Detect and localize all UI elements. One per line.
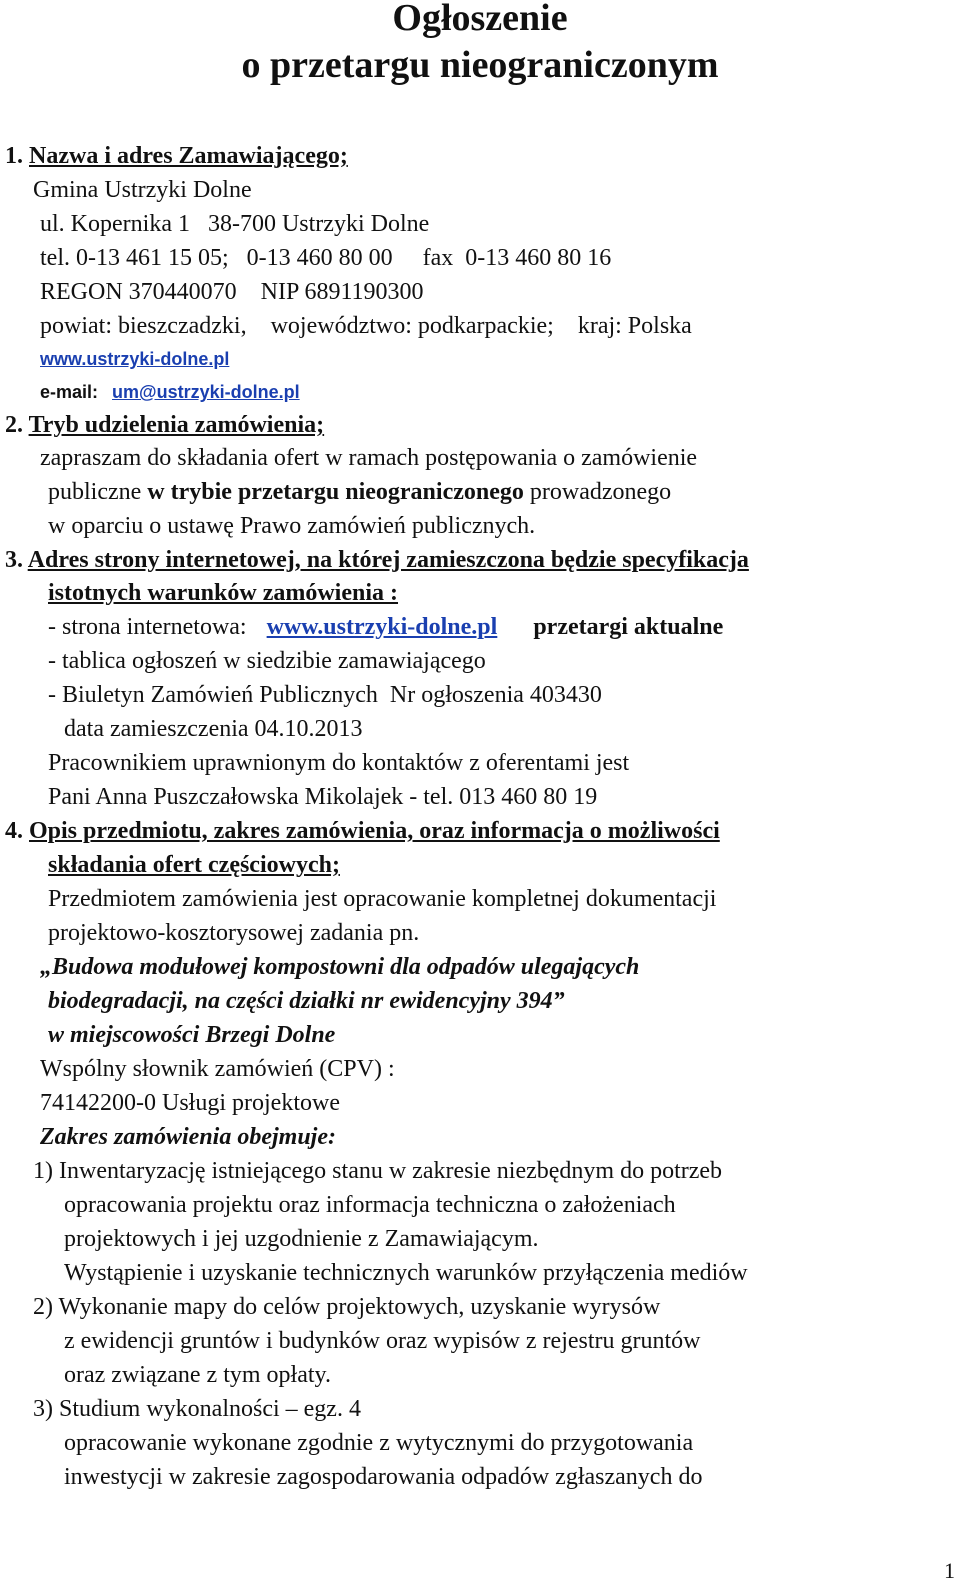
scope-item-2-line-3: oraz związane z tym opłaty. <box>64 1362 331 1388</box>
section-3-number: 3. <box>5 547 23 573</box>
orderer-ids: REGON 370440070 NIP 6891190300 <box>40 279 424 305</box>
orderer-phone: tel. 0-13 461 15 05; 0-13 460 80 00 fax 0-13 460 80 16 <box>40 245 612 271</box>
section-1-heading <box>5 142 348 170</box>
scope-item-3-line-2: opracowanie wykonane zgodnie z wytycznymi do przygotowania <box>64 1430 694 1456</box>
contact-person: Pani Anna Puszczałowska Mikolajek - tel. 013 460 80 19 <box>48 784 598 810</box>
website-line <box>48 613 723 641</box>
section-1-number: 1. <box>5 143 23 169</box>
current-tenders-label: przetargi aktualne <box>533 614 724 640</box>
section-2-text-a: publiczne <box>48 479 148 505</box>
section-2-mode-bold: w trybie przetargu nieograniczonego <box>147 479 524 505</box>
orderer-email-line <box>40 377 300 406</box>
scope-item-2-line-1: 2) Wykonanie mapy do celów projektowych, uzyskanie wyrysów <box>33 1294 661 1320</box>
tenders-website-link[interactable]: www.ustrzyki-dolne.pl <box>266 614 498 640</box>
scope-item-1-line-2: opracowania projektu oraz informacja techniczna o założeniach <box>64 1192 676 1218</box>
section-2-heading <box>5 411 324 439</box>
scope-item-1-line-4: Wystąpienie i uzyskanie technicznych warunków przyłączenia mediów <box>64 1260 748 1286</box>
page-title-1: Ogłoszenie <box>392 0 568 39</box>
subject-line-1: Przedmiotem zamówienia jest opracowanie kompletnej dokumentacji <box>48 886 717 912</box>
section-2-line-1: zapraszam do składania ofert w ramach postępowania o zamówienie <box>40 445 698 471</box>
orderer-email-link[interactable]: um@ustrzyki-dolne.pl <box>112 382 300 402</box>
scope-item-1-line-3: projektowych i jej uzgodnienie z Zamawiającym. <box>64 1226 539 1252</box>
section-2-number: 2. <box>5 412 23 438</box>
task-title-2: biodegradacji, na części działki nr ewidencyjny 394” <box>48 988 565 1014</box>
scope-item-3-line-3: inwestycji w zakresie zagospodarowania odpadów zgłaszanych do <box>64 1464 703 1490</box>
subject-line-2: projektowo-kosztorysowej zadania pn. <box>48 920 420 946</box>
task-title-1: „Budowa modułowej kompostowni dla odpadów ulegających <box>40 954 640 980</box>
orderer-region: powiat: bieszczadzki, województwo: podkarpackie; kraj: Polska <box>40 313 692 339</box>
section-4-heading <box>5 817 720 845</box>
section-3-heading <box>5 546 749 574</box>
cpv-code: 74142200-0 Usługi projektowe <box>40 1090 340 1116</box>
contact-person-intro: Pracownikiem uprawnionym do kontaktów z oferentami jest <box>48 750 630 776</box>
scope-item-2-line-2: z ewidencji gruntów i budynków oraz wypisów z rejestru gruntów <box>64 1328 701 1354</box>
section-3-title-2: istotnych warunków zamówienia : <box>48 580 399 606</box>
scope-heading: Zakres zamówienia obejmuje: <box>40 1124 336 1150</box>
scope-item-3-line-1: 3) Studium wykonalności – egz. 4 <box>33 1396 361 1422</box>
section-4-title-1: Opis przedmiotu, zakres zamówienia, oraz informacja o możliwości <box>29 818 720 844</box>
cpv-label: Wspólny słownik zamówień (CPV) : <box>40 1056 395 1082</box>
page-number: 1 <box>944 1558 955 1583</box>
section-4-number: 4. <box>5 818 23 844</box>
bulletin-line: - Biuletyn Zamówień Publicznych Nr ogłoszenia 403430 <box>48 682 602 708</box>
section-2-text-c: prowadzonego <box>523 479 672 505</box>
section-2-title: Tryb udzielenia zamówienia; <box>28 412 325 438</box>
orderer-website-link[interactable]: www.ustrzyki-dolne.pl <box>40 349 230 369</box>
scope-item-1-line-1: 1) Inwentaryzację istniejącego stanu w zakresie niezbędnym do potrzeb <box>33 1158 723 1184</box>
task-title-3: w miejscowości Brzegi Dolne <box>48 1022 336 1048</box>
notice-board-line: - tablica ogłoszeń w siedzibie zamawiającego <box>48 648 486 674</box>
website-label: - strona internetowa: <box>48 614 247 640</box>
orderer-street: ul. Kopernika 1 38-700 Ustrzyki Dolne <box>40 211 430 237</box>
section-3-title-1: Adres strony internetowej, na której zamieszczona będzie specyfikacja <box>27 547 749 573</box>
publication-date: data zamieszczenia 04.10.2013 <box>64 716 363 742</box>
section-2-line-3: w oparciu o ustawę Prawo zamówień publicznych. <box>48 513 536 539</box>
email-label: e-mail: <box>40 382 99 402</box>
section-2-line-2 <box>48 478 671 506</box>
page-title-2: o przetargu nieograniczonym <box>241 44 719 86</box>
section-4-title-2: składania ofert częściowych; <box>48 852 340 878</box>
orderer-name: Gmina Ustrzyki Dolne <box>33 177 252 203</box>
section-1-title: Nazwa i adres Zamawiającego; <box>29 143 348 169</box>
